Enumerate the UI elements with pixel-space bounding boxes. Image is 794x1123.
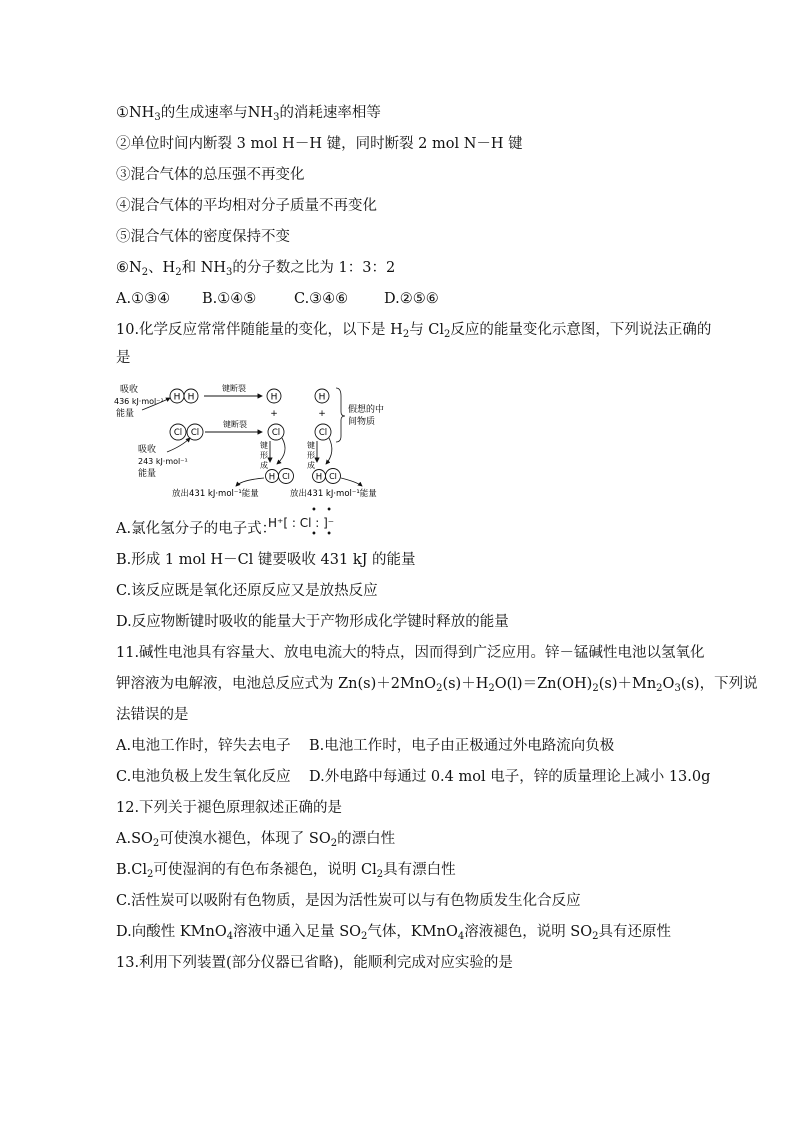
svg-text:键: 键 [307,441,315,450]
q9-item-3: ③混合气体的总压强不再变化 [116,167,305,183]
release-label-1: 放出431 kJ·mol⁻¹能量 [172,489,259,499]
q10-stem: 10.化学反应常常伴随能量的变化，以下是 $H_2$与 $Cl_2$反应的能量变化示意图，下列说法正确的 [116,322,712,340]
energy-diagram [112,352,402,502]
q9-option-a[interactable]: A.①③④ [116,291,171,307]
absorb2-label: 吸收 [138,445,157,455]
svg-text:Cl: Cl [282,472,290,481]
q9-option-d[interactable]: D.②⑤⑥ [384,291,439,307]
q9-item-4: ④混合气体的平均相对分子质量不再变化 [116,198,377,214]
svg-text:Cl: Cl [173,428,183,438]
hcl-electron-formula: H⁺[ : Cl : ]⁻ • • • • [268,505,335,540]
q9-options [116,289,439,309]
q11-option-a[interactable]: A.电池工作时，锌失去电子 [116,738,291,754]
svg-text:成: 成 [307,461,315,470]
absorb2-unit: 能量 [138,469,157,479]
q9-item-2: ②单位时间内断裂 3 mol H－H 键，同时断裂 2 mol N－H 键 [116,136,523,152]
svg-text:+: + [318,409,326,419]
svg-text:H: H [268,472,276,483]
svg-text:Cl: Cl [329,472,337,481]
svg-text:Cl: Cl [318,428,328,438]
q11-options-ab [116,736,614,756]
absorb2-value: 243 kJ·mol⁻¹ [138,457,188,466]
svg-text:键: 键 [260,441,268,450]
q12-option-b[interactable]: $B.Cl_2$可使湿润的有色布条褪色，说明 $Cl_2$具有漂白性 [116,862,456,880]
q9-item-5: ⑤混合气体的密度保持不变 [116,229,290,245]
q10-option-b[interactable]: B.形成 1 mol H－Cl 键要吸收 431 kJ 的能量 [116,552,416,568]
svg-text:形: 形 [260,451,268,460]
svg-text:成: 成 [260,461,268,470]
q9-item-6: $⑥N_2$、$H_2$和 $NH_3$的分子数之比为 1：3：2 [116,260,396,278]
q11-option-b[interactable]: B.电池工作时，电子由正极通过外电路流向负极 [309,738,615,754]
q11-stem-line1: 11.碱性电池具有容量大、放电电流大的特点，因而得到广泛应用。锌－锰碱性电池以氢氧化 [116,645,705,661]
q10-option-a[interactable]: A.氯化氢分子的电子式： [116,521,277,537]
release-label-2: 放出431 kJ·mol⁻¹能量 [290,489,377,499]
svg-text:Cl: Cl [190,428,200,438]
q10-stem-line2: 是 [116,350,131,366]
absorb1-value: 436 kJ·mol⁻¹ [114,397,164,406]
absorb1-unit: 能量 [116,409,135,419]
q12-option-d[interactable]: D.向酸性 KMnO$_4$溶液中通入足量 $SO_2$气体，KMnO$_4$溶液褪色，说明 $SO_2$具有还原性 [116,924,672,942]
q10-option-d[interactable]: D.反应物断键时吸收的能量大于产物形成化学键时释放的能量 [116,614,509,630]
q12-stem: 12.下列关于褪色原理叙述正确的是 [116,800,343,816]
break2-label: 键断裂 [223,420,247,429]
q9-option-b[interactable]: B.①④⑤ [202,291,257,307]
q11-stem-line2: 钾溶液为电解液，电池总反应式为 $Zn(s)+2MnO_2(s)+H_2O(l)=Zn(OH)_2(s)+Mn_2O_3(s)$，下列说 [116,676,758,694]
svg-text:+: + [270,409,278,419]
cl2-molecule [170,424,203,440]
q9-option-c[interactable]: C.③④⑥ [294,291,349,307]
q9-item-1: $①NH_3$的生成速率与$NH_3$的消耗速率相等 [116,105,381,123]
q11-option-c[interactable]: C.电池负极上发生氧化反应 [116,769,291,785]
absorb1-label: 吸收 [120,385,139,395]
q10-option-c[interactable]: C.该反应既是氧化还原反应又是放热反应 [116,583,378,599]
svg-text:H: H [318,392,326,403]
q11-stem-line3: 法错误的是 [116,707,189,723]
q11-options-cd [116,767,710,787]
svg-text:Cl: Cl [271,428,281,438]
svg-text:H: H [187,392,195,403]
hypothetical-label-2: 间物质 [348,417,376,427]
q12-option-c[interactable]: C.活性炭可以吸附有色物质，是因为活性炭可以与有色物质发生化合反应 [116,893,581,909]
svg-text:H: H [270,392,278,403]
svg-text:H: H [315,472,323,483]
break1-label: 键断裂 [222,384,246,393]
q11-option-d[interactable]: D.外电路中每通过 0.4 mol 电子，锌的质量理论上减小 13.0g [309,769,711,785]
hypothetical-label-1: 假想的中 [348,405,385,415]
q12-option-a[interactable]: $A.SO_2$可使溴水褪色，体现了 $SO_2$的漂白性 [116,831,396,849]
q13-stem: 13.利用下列装置(部分仪器已省略)，能顺利完成对应实验的是 [116,955,513,971]
h2-molecule [170,389,198,403]
svg-text:形: 形 [307,451,315,460]
svg-text:H: H [173,392,181,403]
